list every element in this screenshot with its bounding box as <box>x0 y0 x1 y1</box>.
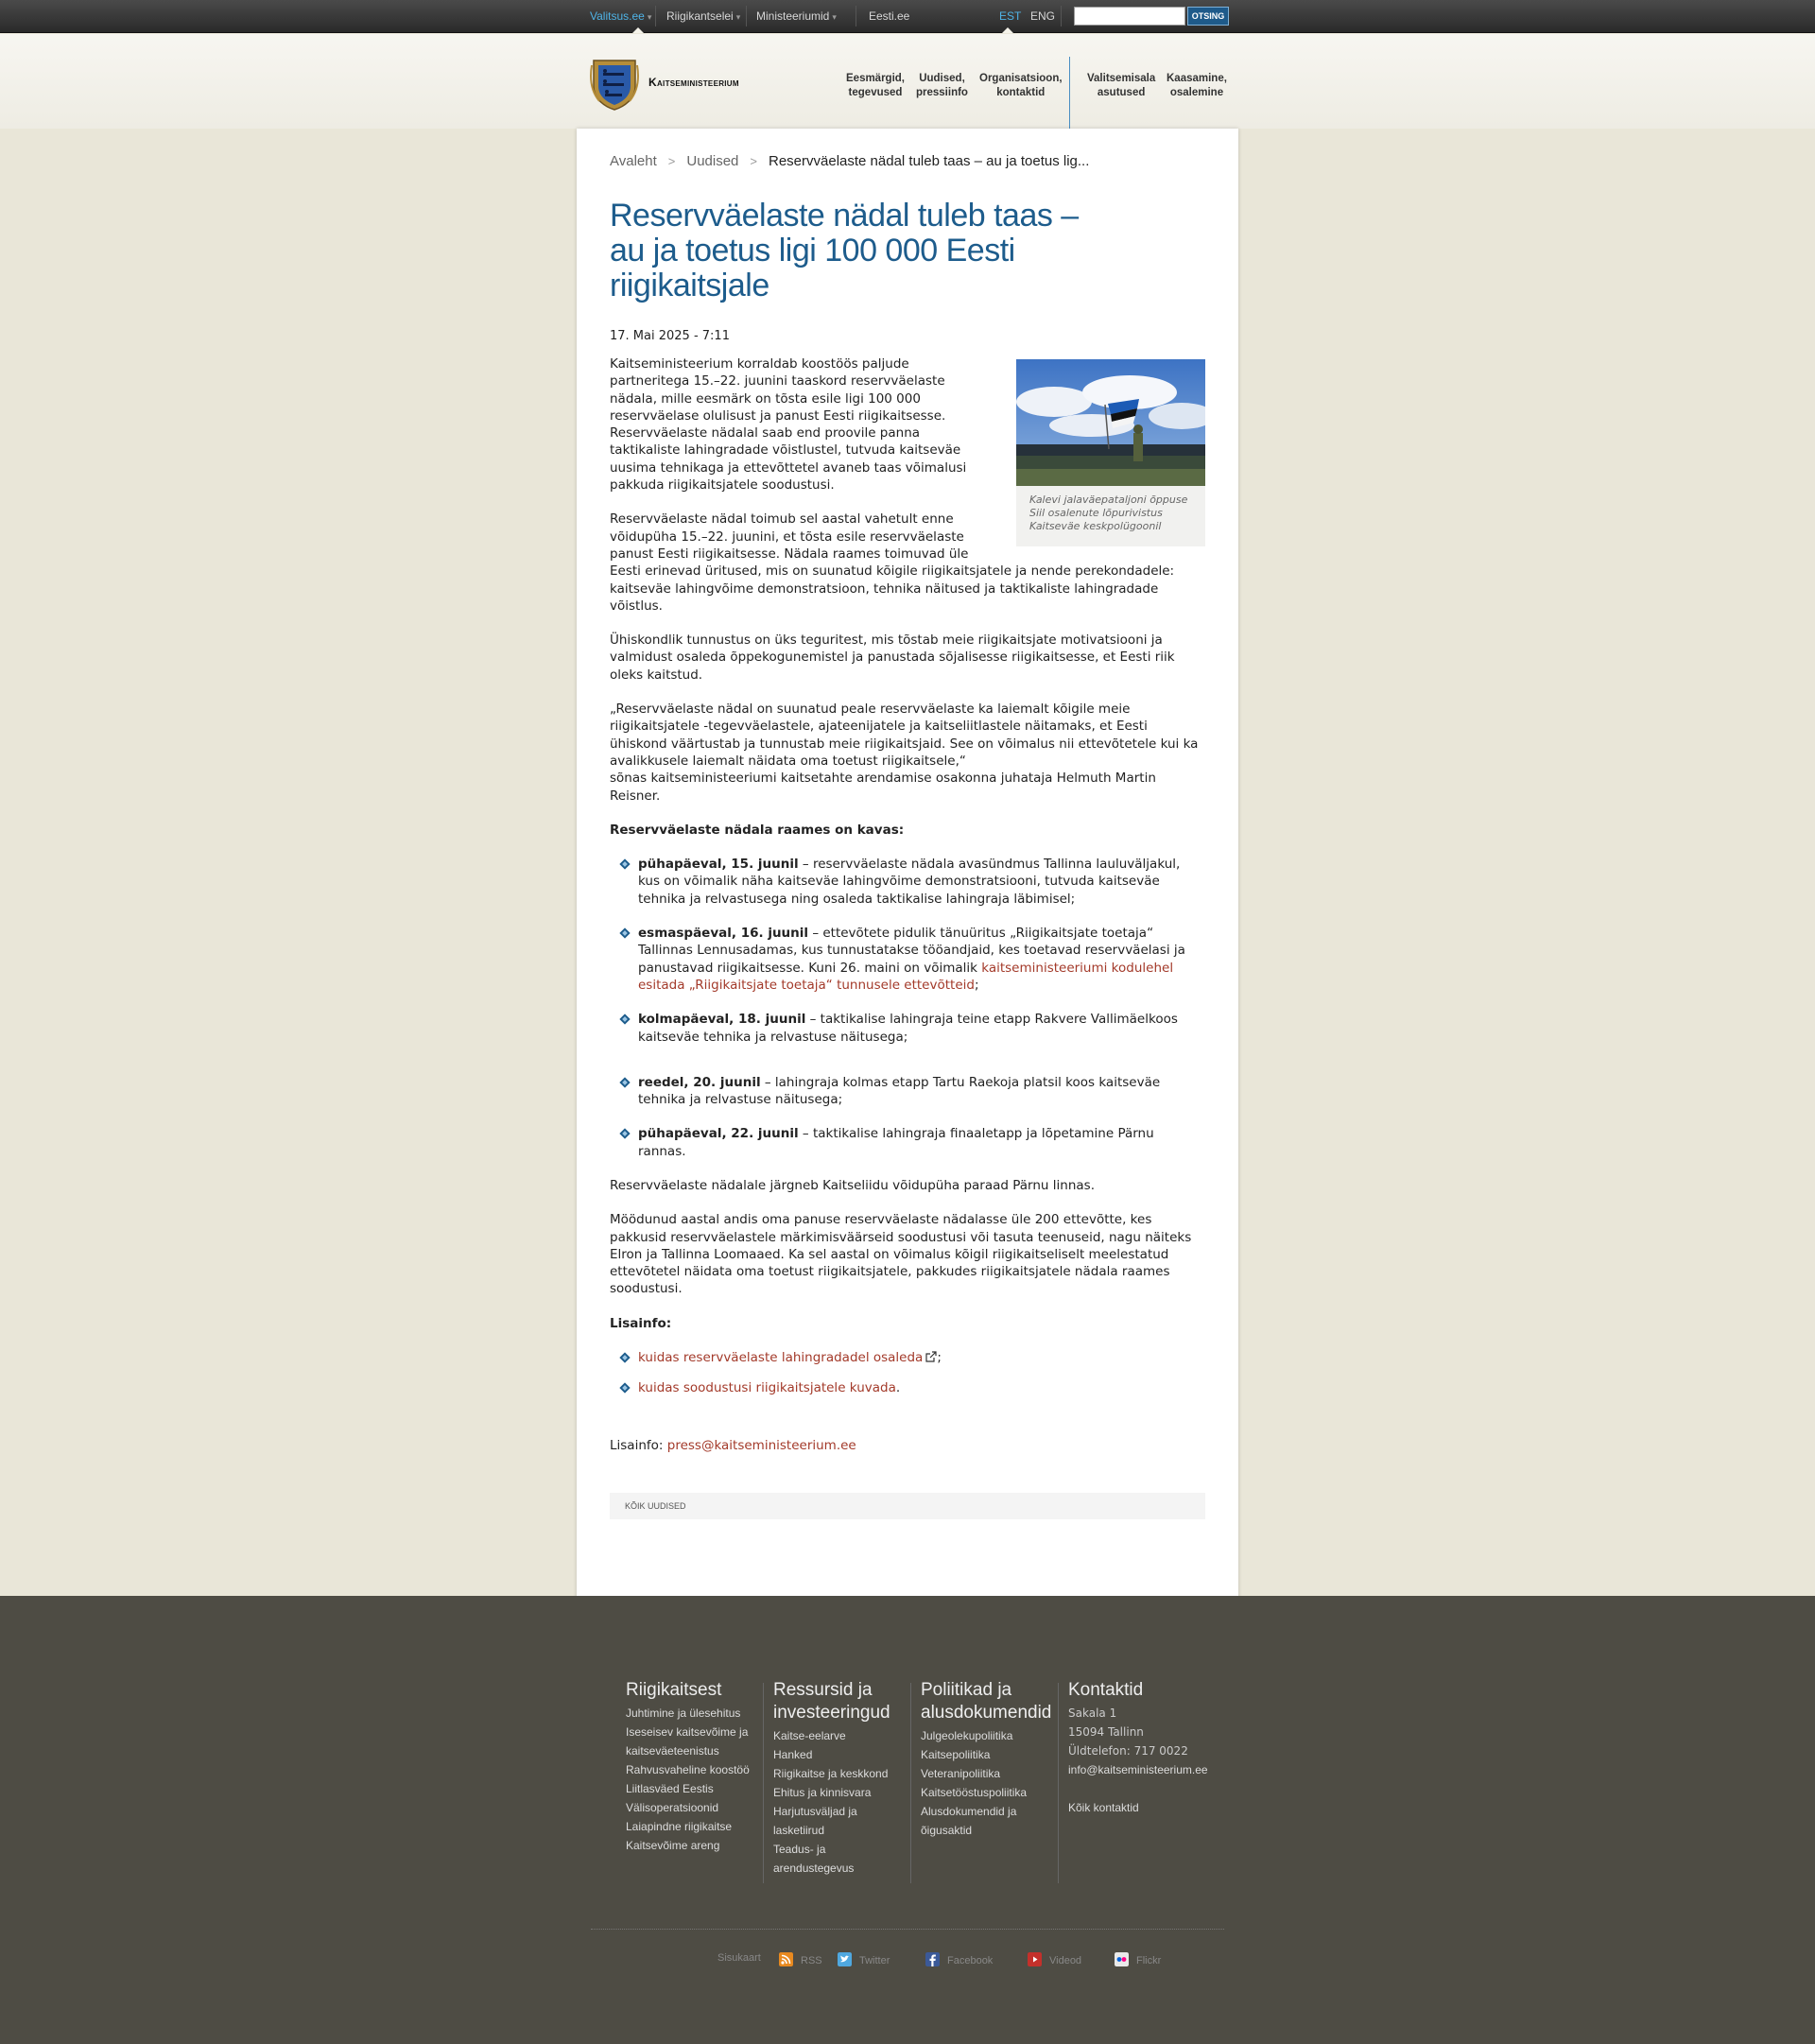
gov-link-label: Valitsus.ee <box>590 9 645 23</box>
paragraph: Möödunud aastal andis oma panuse reservväelaste nädalasse üle 200 ettevõtte, kes pakkusid reservväelastele märkimisväärseid soodustusi või tasuta teenuseid, nagu näiteks Elron ja Tallinna Loomaaed. Ka sel aastal on võimalus kõigil riigikaitseliselt meelestatud ettevõtetel näidata oma toetust riigikaitsjatele, pakkudes riigikaitsjatele nädala raames soodustusi. <box>610 1212 1192 1297</box>
footer-heading-text: Poliitikad ja <box>921 1680 1012 1700</box>
footer-link[interactable]: Kaitsetööstuspoliitika <box>921 1786 1028 1799</box>
article-photo[interactable] <box>1016 359 1205 486</box>
photo-caption: Kalevi jalaväepataljoni õppuse Siil osalenute lõpurivistus Kaitseväe keskpolügoonil <box>1029 494 1188 532</box>
list-item <box>610 1125 1205 1160</box>
footer-link[interactable]: Alusdokumendid ja <box>921 1805 1017 1818</box>
all-news-link[interactable]: KÕIK UUDISED <box>625 1501 686 1511</box>
active-indicator <box>632 27 644 33</box>
footer-link[interactable]: Hanked <box>773 1748 813 1761</box>
list-punct: ; <box>937 1350 942 1366</box>
footer-link[interactable]: Teadus- ja <box>773 1843 826 1856</box>
lang-est[interactable]: EST <box>999 9 1022 23</box>
social-label: Facebook <box>947 1955 994 1966</box>
videos-link[interactable] <box>1028 1952 1081 1966</box>
nav-organisation[interactable] <box>979 72 1063 100</box>
footer-divider <box>910 1683 911 1883</box>
nav-label: pressiinfo <box>916 87 968 98</box>
footer-heading-text: investeeringud <box>773 1703 890 1723</box>
schedule-text: – ettevõtete pidulik tänuüritus „Riigikaitsjate toetaja“ Tallinnas Lennusadamas, kus tunnustatakse tööandjaid, kes toetavad reservväelasi ja panustavad riigikaitsesse. Kuni 26. maini on võimalik <box>638 926 1185 976</box>
footer-heading[interactable]: Riigikaitsest <box>626 1680 722 1700</box>
chevron-down-icon: ▾ <box>647 12 652 22</box>
footer-heading[interactable] <box>773 1679 915 1724</box>
gov-link-eesti[interactable]: Eesti.ee <box>869 9 910 23</box>
gov-link-riigikantselei[interactable] <box>666 9 740 23</box>
breadcrumb-news[interactable]: Uudised <box>686 153 739 169</box>
schedule-text: ; <box>974 977 979 993</box>
footer-col-ressursid <box>773 1679 915 1878</box>
list-item <box>610 856 1205 908</box>
footer-link[interactable]: Liitlasväed Eestis <box>626 1782 714 1795</box>
footer-address: Sakala 1 <box>1068 1706 1117 1720</box>
footer-heading-text: Ressursid ja <box>773 1680 873 1700</box>
nominate-link[interactable]: kaitseministeeriumi kodulehel esitada „Riigikaitsjate toetaja“ tunnusele ettevõtteid <box>638 960 1174 993</box>
article-date: 17. Mai 2025 - 7:11 <box>610 329 730 343</box>
article-body <box>610 355 1205 1471</box>
nav-label: Uudised, <box>919 73 965 84</box>
chevron-right-icon: > <box>667 154 676 168</box>
schedule-text: – taktikalise lahingraja finaaletapp ja lõpetamine Pärnu rannas. <box>638 1126 1154 1159</box>
breadcrumb <box>610 153 1089 169</box>
schedule-day: esmaspäeval, 16. juunil <box>638 926 809 942</box>
nav-goals[interactable] <box>846 72 905 100</box>
nav-label: Organisatsioon, <box>979 73 1063 84</box>
footer-heading[interactable] <box>921 1679 1063 1724</box>
all-contacts-link[interactable]: Kõik kontaktid <box>1068 1801 1139 1814</box>
nav-label: asutused <box>1097 87 1146 98</box>
all-news-bar[interactable] <box>610 1493 1205 1519</box>
bullet-icon <box>619 1014 630 1025</box>
site-footer <box>0 1596 1815 2044</box>
info-link-discounts[interactable]: kuidas soodustusi riigikaitsjatele kuvada <box>638 1380 896 1396</box>
nav-label: Kaasamine, <box>1167 73 1227 84</box>
flickr-icon <box>1115 1952 1129 1966</box>
footer-link[interactable]: Rahvusvaheline koostöö <box>626 1763 750 1776</box>
footer-divider <box>763 1683 764 1883</box>
quote <box>610 701 1205 805</box>
article-figure <box>1016 359 1205 546</box>
list-item <box>610 1011 1205 1046</box>
footer-link[interactable]: Välisoperatsioonid <box>626 1801 719 1814</box>
schedule-day: kolmapäeval, 18. juunil <box>638 1012 806 1028</box>
rss-link[interactable] <box>779 1952 822 1966</box>
paragraph: Ühiskondlik tunnustus on üks teguritest, mis tõstab meie riigikaitsjate motivatsiooni ja valmidust osaleda õppekogunemistel ja panustada sõjalisesse riigikaitsesse, et Eesti riik oleks kaitstud. <box>610 632 1175 683</box>
bullet-icon <box>619 858 630 869</box>
chevron-right-icon: > <box>750 154 757 168</box>
list-item <box>610 1379 1205 1396</box>
nav-divider <box>1069 57 1070 130</box>
schedule-text: – reservväelaste nädala avasündmus Tallinna lauluväljakul, kus on võimalik näha kaitseväe lahingvõime demonstratsiooni, tutvuda kaitseväe tehnika ja relvastusega ning osaleda taktikalise lahingraja läbimisel; <box>638 857 1181 907</box>
footer-col-poliitikad <box>921 1679 1063 1840</box>
twitter-icon <box>838 1952 852 1966</box>
twitter-link[interactable] <box>838 1952 890 1966</box>
list-punct: . <box>895 1380 901 1396</box>
bullet-icon <box>619 1352 630 1362</box>
footer-link[interactable]: Laiapindne riigikaitse <box>626 1820 733 1833</box>
contact-label: Lisainfo: <box>610 1437 667 1453</box>
content-card <box>577 129 1238 1609</box>
flickr-link[interactable] <box>1115 1952 1161 1966</box>
footer-link[interactable]: Julgeolekupoliitika <box>921 1729 1013 1742</box>
facebook-link[interactable] <box>925 1952 993 1966</box>
gov-link-valitsus[interactable] <box>590 9 651 23</box>
schedule-list <box>610 856 1205 1160</box>
footer-link[interactable]: Iseseisev kaitsevõime ja <box>626 1725 749 1739</box>
footer-link[interactable]: Riigikaitse ja keskkond <box>773 1767 889 1780</box>
press-email-link[interactable]: press@kaitseministeerium.ee <box>666 1437 856 1453</box>
gov-link-label: Riigikantselei <box>666 9 734 23</box>
bullet-icon <box>619 1077 630 1087</box>
schedule-day: pühapäeval, 15. juunil <box>638 857 799 873</box>
breadcrumb-current: Reservväelaste nädal tuleb taas – au ja toetus lig... <box>769 153 1090 169</box>
footer-col-riigikaitsest <box>626 1679 768 1855</box>
footer-link[interactable]: õigusaktid <box>921 1824 973 1837</box>
nav-news[interactable] <box>916 72 968 100</box>
schedule-heading: Reservväelaste nädala raames on kavas: <box>610 822 905 838</box>
footer-heading-text: alusdokumendid <box>921 1703 1052 1723</box>
external-link-icon <box>925 1351 937 1362</box>
footer-link[interactable]: Kaitsepoliitika <box>921 1748 991 1761</box>
footer-link[interactable]: lasketiirud <box>773 1824 825 1837</box>
schedule-text: – lahingraja kolmas etapp Tartu Raekoja platsil koos kaitseväe tehnika ja relvastuse näitusega; <box>638 1074 1161 1108</box>
nav-agencies[interactable] <box>1087 72 1155 100</box>
nav-label: Valitsemisala <box>1087 73 1156 84</box>
footer-phone: Üldtelefon: 717 0022 <box>1068 1744 1188 1758</box>
youtube-icon <box>1028 1952 1042 1966</box>
footer-address: 15094 Tallinn <box>1068 1725 1144 1739</box>
list-item <box>610 1074 1205 1109</box>
sitemap-link[interactable]: Sisukaart <box>717 1952 761 1964</box>
rss-icon <box>779 1952 793 1966</box>
footer-link[interactable]: arendustegevus <box>773 1862 855 1875</box>
footer-divider <box>1058 1683 1059 1883</box>
site-brand[interactable]: Kaitseministeerium <box>648 76 739 89</box>
footer-link[interactable]: Kaitsevõime areng <box>626 1839 720 1852</box>
nav-participation[interactable] <box>1167 72 1227 100</box>
search-button[interactable]: OTSING <box>1187 7 1229 26</box>
facebook-icon <box>925 1952 940 1966</box>
paragraph: Kaitseministeerium korraldab koostöös paljude partneritega 15.–22. juunini taaskord reservväelaste nädala, mille eesmärk on tõsta esile ligi 100 000 reservväelase olulisust ja panust Eesti riigikaitsesse. Reservväelaste nädalal saab end proovile panna taktikaliste lahingradade võistlustel, tutvuda kaitseväe uusima tehnikaga ja ettevõttetel avaneb taas võimalusi pakkuda riigikaitsjatele soodustusi. <box>610 356 967 494</box>
quote-attribution: sõnas kaitseministeeriumi kaitsetahte arendamise osakonna juhataja Helmuth Martin Reisner. <box>610 771 1156 804</box>
lang-eng[interactable]: ENG <box>1030 9 1056 23</box>
breadcrumb-home[interactable]: Avaleht <box>610 153 657 169</box>
nav-label: osalemine <box>1169 87 1224 98</box>
nav-label: tegevused <box>848 87 903 98</box>
schedule-day: reedel, 20. juunil <box>638 1074 761 1090</box>
bullet-icon <box>619 1383 630 1394</box>
social-label: Twitter <box>859 1955 890 1966</box>
footer-link[interactable]: Ehitus ja kinnisvara <box>773 1786 872 1799</box>
footer-col-kontaktid <box>1068 1679 1219 1817</box>
list-item <box>610 1349 1205 1366</box>
bullet-icon <box>619 927 630 938</box>
schedule-day: pühapäeval, 22. juunil <box>638 1126 799 1142</box>
quote-text: „Reservväelaste nädal on suunatud peale reservväelaste ka laiemalt kõigile meie riigikaitsjatele -tegevväelastele, ajateenijatele ja kaitseliitlastele näitamaks, et Eesti ühiskond väärtustab ja tunnustab meie riigikaitsjaid. See on võimalus nii ettevõtetele kui ka avalikkusele laiemalt näidata oma toetust riigikaitsele,“ <box>610 702 1199 769</box>
search-input[interactable] <box>1074 7 1185 26</box>
social-label: Videod <box>1049 1955 1082 1966</box>
info-link-battle-tracks[interactable]: kuidas reservväelaste lahingradadel osaleda <box>638 1350 924 1366</box>
footer-heading[interactable]: Kontaktid <box>1068 1680 1144 1700</box>
footer-link[interactable]: Kaitse-eelarve <box>773 1729 846 1742</box>
list-item <box>610 925 1205 994</box>
footer-link[interactable]: Juhtimine ja ülesehitus <box>626 1706 741 1720</box>
schedule-text: – taktikalise lahingraja teine etapp Rakvere Vallimäelkoos kaitseväe tehnika ja relvastuse näitusega; <box>638 1012 1178 1045</box>
paragraph: Reservväelaste nädal toimub sel aastal vahetult enne võidupüha 15.–22. juunini, et tõsta esile reservväelaste panust Eesti riigikaitsesse. Nädala raames toimuvad üle Eesti erinevad üritused, mis on suunatud kõigile riigikaitsjatele ja nende perekondadele: kaitseväe lahingvõime demonstratsioon, tehnika näitused ja taktikaliste lahingradade võistlus. <box>610 511 1175 614</box>
divider <box>655 6 656 26</box>
footer-link[interactable]: Veteranipoliitika <box>921 1767 1001 1780</box>
gov-link-ministeeriumid[interactable] <box>756 9 837 23</box>
footer-link[interactable]: Harjutusväljad ja <box>773 1805 857 1818</box>
footer-separator <box>591 1929 1224 1930</box>
contact-line <box>610 1437 1205 1454</box>
paragraph: Reservväelaste nädalale järgneb Kaitseliidu võidupüha paraad Pärnu linnas. <box>610 1177 1095 1193</box>
active-indicator <box>1002 27 1013 33</box>
divider <box>1061 6 1062 26</box>
chevron-down-icon: ▾ <box>832 12 837 22</box>
coat-of-arms-icon[interactable] <box>590 58 639 111</box>
nav-label: kontaktid <box>996 87 1046 98</box>
footer-link[interactable]: kaitseväeteenistus <box>626 1744 719 1758</box>
footer-email-link[interactable]: info@kaitseministeerium.ee <box>1068 1763 1208 1776</box>
chevron-down-icon: ▾ <box>735 12 741 22</box>
top-bar <box>0 0 1815 33</box>
divider <box>746 6 747 26</box>
bullet-icon <box>619 1129 630 1139</box>
info-heading: Lisainfo: <box>610 1315 672 1331</box>
social-label: RSS <box>801 1955 822 1966</box>
social-label: Flickr <box>1136 1955 1162 1966</box>
gov-link-label: Ministeeriumid <box>756 9 830 23</box>
nav-label: Eesmärgid, <box>846 73 905 84</box>
info-list <box>610 1349 1205 1397</box>
site-header <box>0 34 1815 129</box>
page-title: Reservväelaste nädal tuleb taas – au ja toetus ligi 100 000 Eesti riigikaitsjale <box>610 198 1079 303</box>
